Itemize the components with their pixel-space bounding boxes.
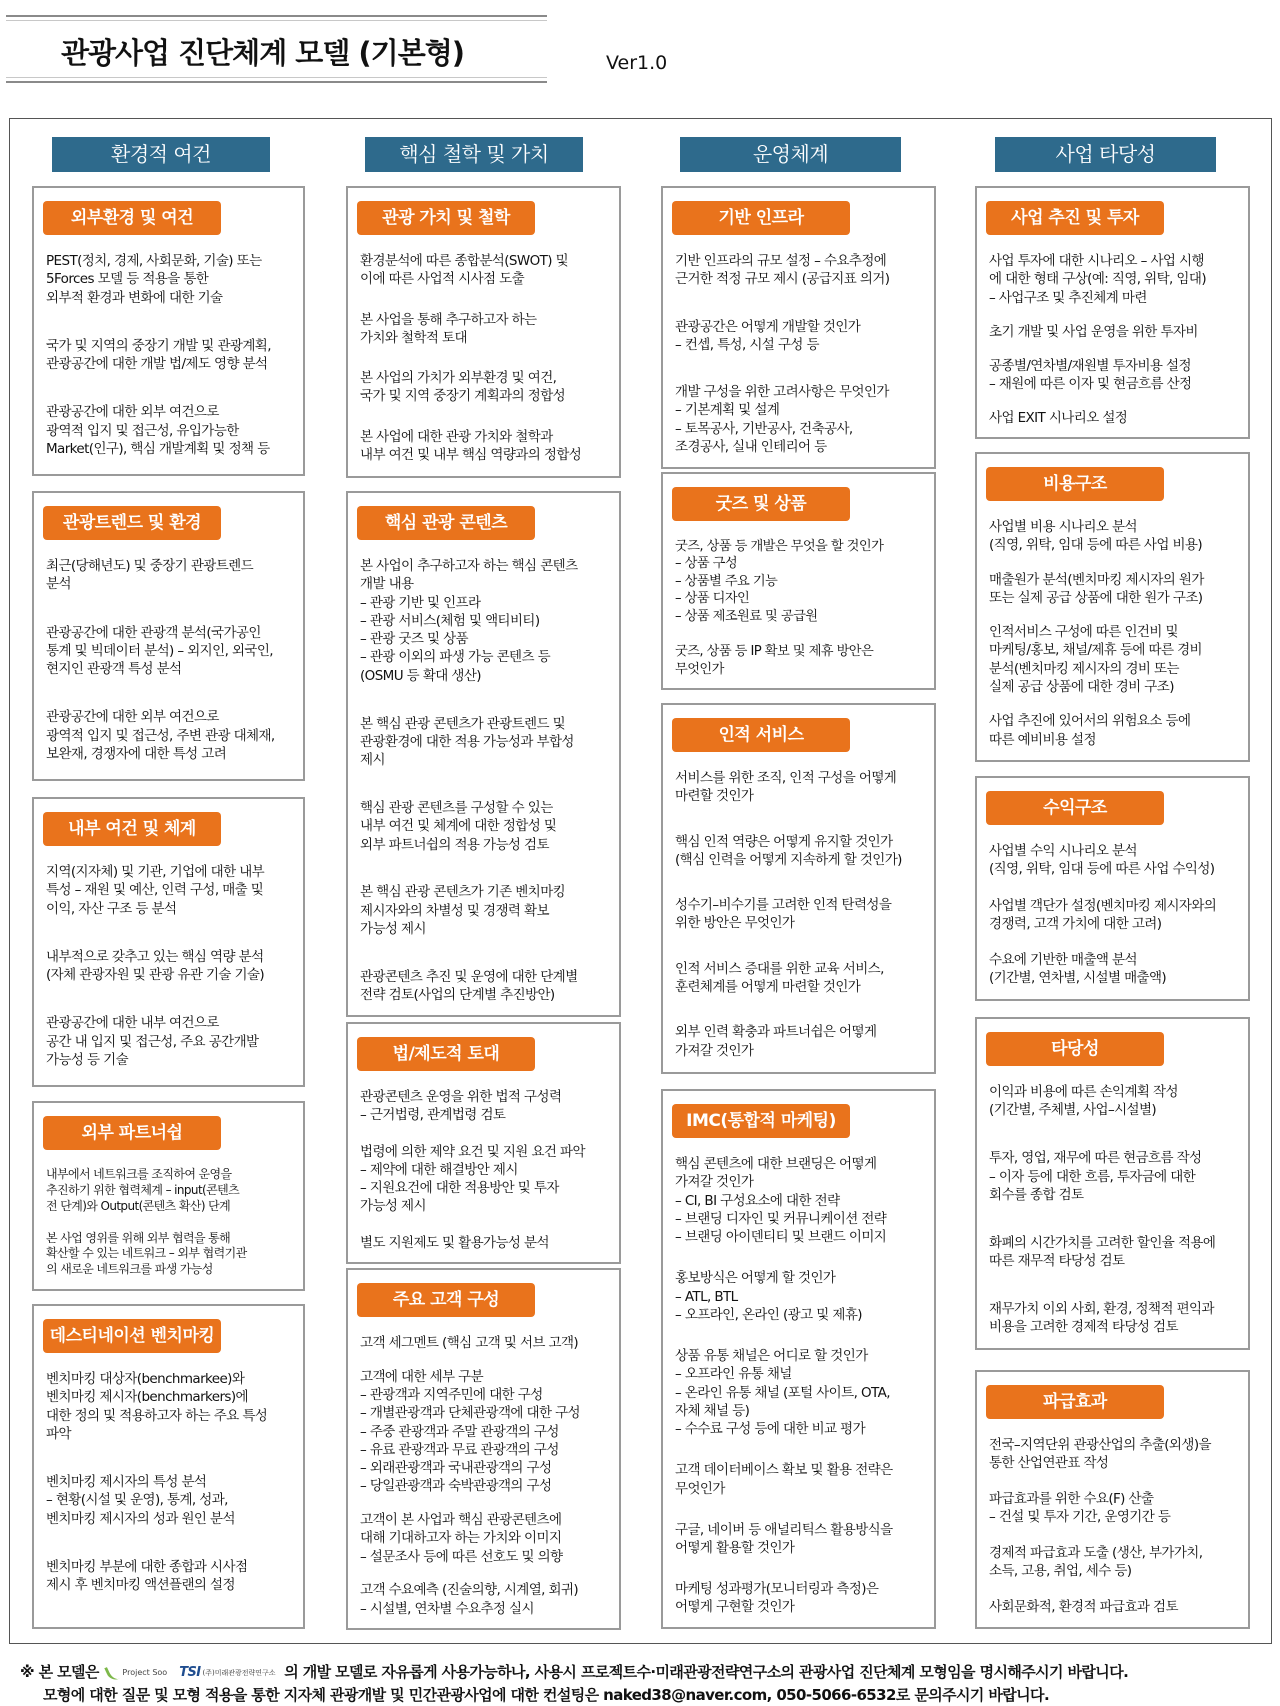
box-paragraph: 고객이 본 사업과 핵심 관광콘텐츠에 대해 기대하고자 하는 가치와 이미지 – 설문조사 등에 따른 선호도 및 의향 — [360, 1512, 563, 1565]
box-goods-products — [661, 472, 936, 690]
box-customer-composition — [346, 1268, 621, 1630]
box-paragraph: 법령에 의한 제약 요건 및 지원 요건 파악 – 제약에 대한 해결방안 제시 – 지원요건에 대한 적용방안 및 투자 가능성 제시 — [360, 1143, 585, 1215]
box-paragraph: 사업 추진에 있어서의 위험요소 등에 따른 예비비용 설정 — [989, 713, 1191, 748]
tsi-logo-text: (주)미래관광전략연구소 — [202, 1668, 276, 1677]
box-paragraph: 별도 지원제도 및 활용가능성 분석 — [360, 1234, 549, 1251]
box-paragraph: 관광콘텐츠 추진 및 운영에 대한 단계별 전략 검토(사업의 단계별 추진방안) — [360, 968, 578, 1004]
box-paragraph: 내부에서 네트워크를 조직하여 운영을 추진하기 위한 협력체계 – input(콘텐츠 전 단계)와 Output(콘텐츠 확산) 단계 — [46, 1167, 240, 1213]
box-external-environment — [32, 186, 305, 476]
box-paragraph: 벤치마킹 대상자(benchmarkee)와 벤치마킹 제시자(benchmarkers)에 대한 정의 및 적용하고자 하는 주요 특성 파악 — [46, 1371, 268, 1442]
box-title: 파급효과 — [986, 1385, 1164, 1419]
box-paragraph: 관광공간에 대한 관광객 분석(국가공인 통계 및 빅데이터 분석) – 외지인, 외국인, 현지인 관광객 특성 분석 — [46, 624, 273, 678]
box-destination-benchmarking — [32, 1304, 305, 1629]
box-body — [989, 1083, 1242, 1337]
box-paragraph: PEST(정치, 경제, 사회문화, 기술) 또는 5Forces 모델 등 적용을 통한 외부적 환경과 변화에 대한 기술 — [46, 253, 262, 306]
page-title: 관광사업 진단체계 모델 (기본형) — [61, 36, 464, 70]
box-paragraph: 본 사업에 대한 관광 가치와 철학과 내부 여건 및 내부 핵심 역량과의 정합성 — [360, 428, 582, 464]
box-paragraph: 공종별/연차별/재원별 투자비용 설정 – 재원에 따른 이자 및 현금흐름 산정 — [989, 357, 1192, 392]
footer-line-2: 모형에 대한 질문 및 모형 적용을 통한 지자체 관광개발 및 민간관광사업에 대한 컨설팅은 naked38@naver.com, 050-5066-6532로 문의주시기 바랍니다. — [43, 1685, 1050, 1704]
box-tourism-trend — [32, 491, 305, 781]
box-paragraph: 수요에 기반한 매출액 분석 (기간별, 연차별, 시설별 매출액) — [989, 952, 1167, 987]
box-title: IMC(통합적 마케팅) — [672, 1104, 850, 1138]
box-title: 핵심 관광 콘텐츠 — [357, 506, 535, 540]
box-paragraph: 매출원가 분석(벤치마킹 제시자의 원가 또는 실제 공급 상품에 대한 원가 구조) — [989, 571, 1204, 606]
box-paragraph: 이익과 비용에 따른 손익계획 작성 (기간별, 주체별, 사업–시설별) — [989, 1084, 1178, 1119]
box-paragraph: 벤치마킹 부분에 대한 종합과 시사점 제시 후 벤치마킹 액션플랜의 설정 — [46, 1559, 248, 1594]
box-paragraph: 본 사업을 통해 추구하고자 하는 가치와 철학적 토대 — [360, 311, 537, 346]
box-paragraph: 인적서비스 구성에 따른 인건비 및 마케팅/홍보, 채널/제휴 등에 따른 경비 분석(벤치마킹 제시자의 경비 또는 실제 공급 상품에 대한 경비 구조) — [989, 624, 1202, 696]
box-feasibility — [975, 1017, 1250, 1350]
box-paragraph: 굿즈, 상품 등 IP 확보 및 제휴 방안은 무엇인가 — [675, 644, 874, 677]
box-paragraph: 인적 서비스 증대를 위한 교육 서비스, 훈련체계를 어떻게 마련할 것인가 — [675, 960, 884, 996]
box-paragraph: 화폐의 시간가치를 고려한 할인율 적용에 따른 재무적 타당성 검토 — [989, 1234, 1216, 1270]
box-paragraph: 경제적 파급효과 도출 (생산, 부가가치, 소득, 고용, 취업, 세수 등) — [989, 1544, 1203, 1580]
box-paragraph: 내부적으로 갖추고 있는 핵심 역량 분석 (자체 관광자원 및 관광 유관 기술 기술) — [46, 948, 265, 984]
box-title: 내부 여건 및 체계 — [43, 812, 221, 846]
box-title: 수익구조 — [986, 791, 1164, 825]
column-header-philosophy: 핵심 철학 및 가치 — [365, 137, 583, 172]
box-paragraph: 고객 데이터베이스 확보 및 활용 전략은 무엇인가 — [675, 1462, 893, 1497]
box-paragraph: 고객에 대한 세부 구분 – 관광객과 지역주민에 대한 구성 – 개별관광객과 단체관광객에 대한 구성 – 주중 관광객과 주말 관광객의 구성 – 유료 관광객과 무료 관광객의 구성 – 외래관광객과 국내관광객의 구성 – 당일관광객과 숙박관광객의 구성 — [360, 1368, 580, 1495]
box-paragraph: 사업별 비용 시나리오 분석 (직영, 위탁, 임대 등에 따른 사업 비용) — [989, 519, 1203, 554]
box-paragraph: 핵심 콘텐츠에 대한 브랜딩은 어떻게 가져갈 것인가 – CI, BI 구성요소에 대한 전략 – 브랜딩 디자인 및 커뮤니케이션 전략 – 브랜딩 아이덴티티 및 브랜드 이미지 — [675, 1156, 887, 1246]
box-tourism-philosophy — [346, 186, 621, 478]
box-paragraph: 상품 유통 채널은 어디로 할 것인가 – 오프라인 유통 채널 – 온라인 유통 채널 (포털 사이트, OTA, 자체 채널 등) – 수수료 구성 등에 대한 비교 평가 — [675, 1347, 890, 1438]
box-title: 인적 서비스 — [672, 718, 850, 752]
box-paragraph: 외부 인력 확충과 파트너쉽은 어떻게 가져갈 것인가 — [675, 1024, 877, 1059]
project-soo-logo-text: Project Soo — [122, 1667, 168, 1677]
tsi-logo-mark: TSI — [179, 1664, 201, 1680]
box-body — [46, 1167, 297, 1278]
box-title: 데스티네이션 벤치마킹 — [43, 1319, 221, 1353]
footer-lead: ※ 본 모델은 — [20, 1663, 99, 1681]
box-paragraph: 환경분석에 따른 종합분석(SWOT) 및 이에 따른 사업적 시사점 도출 — [360, 253, 569, 288]
version-label: Ver1.0 — [606, 52, 668, 74]
box-imc-marketing — [661, 1089, 936, 1629]
box-paragraph: 서비스를 위한 조직, 인적 구성을 어떻게 마련할 것인가 — [675, 770, 897, 805]
box-paragraph: 개발 구성을 위한 고려사항은 무엇인가 – 기본계획 및 설계 – 토목공사, 기반공사, 건축공사, 조경공사, 실내 인테리어 등 — [675, 384, 889, 456]
box-business-investment — [975, 186, 1250, 439]
box-paragraph: 홍보방식은 어떻게 할 것인가 – ATL, BTL – 오프라인, 온라인 (광고 및 제휴) — [675, 1270, 862, 1323]
box-body — [46, 1370, 297, 1595]
box-body — [46, 252, 297, 458]
column-header-feasibility: 사업 타당성 — [995, 137, 1216, 172]
column-header-operation: 운영체계 — [680, 137, 901, 172]
box-body — [675, 1155, 928, 1617]
box-paragraph: 사업 EXIT 시나리오 설정 — [989, 409, 1128, 426]
box-paragraph: 고객 세그멘트 (핵심 고객 및 서브 고객) — [360, 1335, 579, 1351]
box-title: 기반 인프라 — [672, 201, 850, 235]
box-paragraph: 마케팅 성과평가(모니터링과 측정)은 어떻게 구현할 것인가 — [675, 1581, 879, 1616]
box-body — [360, 1334, 613, 1618]
box-paragraph: 최근(당해년도) 및 중장기 관광트렌드 분석 — [46, 558, 254, 593]
box-external-partnership — [32, 1101, 305, 1291]
box-paragraph: 관광공간에 대한 외부 여건으로 광역적 입지 및 접근성, 주변 관광 대체재, 보완재, 경쟁자에 대한 특성 고려 — [46, 709, 275, 763]
box-revenue-structure — [975, 776, 1250, 1001]
box-paragraph: 사회문화적, 환경적 파급효과 검토 — [989, 1598, 1178, 1615]
box-body — [675, 769, 928, 1060]
box-paragraph: 지역(지자체) 및 기관, 기업에 대한 내부 특성 – 재원 및 예산, 인력 구성, 매출 및 이익, 자산 구조 등 분석 — [46, 864, 265, 917]
box-body — [46, 557, 297, 763]
box-paragraph: 관광콘텐츠 운영을 위한 법적 구성력 – 근거법령, 관계법령 검토 — [360, 1089, 562, 1124]
box-title: 외부 파트너쉽 — [43, 1116, 221, 1150]
box-paragraph: 본 핵심 관광 콘텐츠가 관광트렌드 및 관광환경에 대한 적용 가능성과 부합성 제시 — [360, 715, 574, 769]
box-paragraph: 국가 및 지역의 중장기 개발 및 관광계획, 관광공간에 대한 개발 법/제도 영향 분석 — [46, 337, 271, 373]
box-paragraph: 전국–지역단위 관광산업의 추출(외생)을 통한 산업연관표 작성 — [989, 1437, 1211, 1472]
box-body — [989, 1436, 1242, 1616]
box-paragraph: 투자, 영업, 재무에 따른 현금흐름 작성 – 이자 등에 대한 흐름, 투자금에 대한 회수를 종합 검토 — [989, 1150, 1202, 1203]
box-paragraph: 본 사업 영위를 위해 외부 협력을 통해 확산할 수 있는 네트워크 – 외부 협력기관 의 새로운 네트워크를 파생 가능성 — [46, 1230, 247, 1277]
footer-notice — [20, 1661, 1128, 1706]
box-title: 관광 가치 및 철학 — [357, 201, 535, 235]
box-body — [46, 863, 297, 1069]
box-title: 타당성 — [986, 1032, 1164, 1066]
footer-line-1 — [20, 1661, 1128, 1684]
box-paragraph: 기반 인프라의 규모 설정 – 수요추정에 근거한 적정 규모 제시 (공급지표 의거) — [675, 253, 890, 288]
box-paragraph: 사업별 수익 시나리오 분석 (직영, 위탁, 임대 등에 따른 사업 수익성) — [989, 843, 1215, 878]
box-title: 굿즈 및 상품 — [672, 487, 850, 521]
leaf-icon — [105, 1663, 123, 1683]
box-paragraph: 초기 개발 및 사업 운영을 위한 투자비 — [989, 323, 1198, 340]
box-body — [989, 252, 1242, 427]
box-paragraph: 구글, 네이버 등 애널리틱스 활용방식을 어떻게 활용할 것인가 — [675, 1521, 893, 1556]
box-human-service — [661, 703, 936, 1074]
box-paragraph: 사업별 객단가 설정(벤치마킹 제시자와의 경쟁력, 고객 가치에 대한 고려) — [989, 897, 1217, 932]
box-paragraph: 관광공간은 어떻게 개발할 것인가 – 컨셉, 특성, 시설 구성 등 — [675, 318, 861, 353]
box-body — [675, 252, 928, 456]
box-paragraph: 굿즈, 상품 등 개발은 무엇을 할 것인가 – 상품 구성 – 상품별 주요 기능 – 상품 디자인 – 상품 제조원료 및 공급원 — [675, 539, 884, 624]
box-paragraph: 벤치마킹 제시자의 특성 분석 – 현황(시설 및 운영), 통계, 성과, 벤치마킹 제시자의 성과 원인 분석 — [46, 1474, 235, 1527]
box-body — [360, 1088, 613, 1252]
box-ripple-effect — [975, 1370, 1250, 1629]
project-soo-logo — [107, 1662, 275, 1684]
box-paragraph: 관광공간에 대한 외부 여건으로 광역적 입지 및 접근성, 유입가능한 Market(인구), 핵심 개발계획 및 정책 등 — [46, 404, 270, 458]
box-title: 관광트렌드 및 환경 — [43, 506, 221, 540]
box-paragraph: 재무가치 이외 사회, 환경, 정책적 편익과 비용을 고려한 경제적 타당성 검토 — [989, 1301, 1214, 1336]
box-title: 비용구조 — [986, 467, 1164, 501]
box-paragraph: 핵심 관광 콘텐츠를 구성할 수 있는 내부 여건 및 체계에 대한 정합성 및 외부 파트너쉽의 적용 가능성 검토 — [360, 799, 557, 853]
box-body — [989, 518, 1242, 749]
box-body — [989, 842, 1242, 988]
box-paragraph: 본 사업의 가치가 외부환경 및 여건, 국가 및 지역 중장기 계획과의 정합성 — [360, 370, 566, 405]
box-body — [675, 538, 928, 678]
box-internal-conditions — [32, 797, 305, 1087]
box-cost-structure — [975, 452, 1250, 762]
box-paragraph: 파급효과를 위한 수요(F) 산출 – 건설 및 투자 기간, 운영기간 등 — [989, 1490, 1171, 1526]
box-paragraph: 본 사업이 추구하고자 하는 핵심 콘텐츠 개발 내용 – 관광 기반 및 인프라 – 관광 서비스(체험 및 액티비티) – 관광 굿즈 및 상품 – 관광 이외의 파생 가능 콘텐츠 등 (OSMU 등 확대 생산) — [360, 558, 578, 684]
footer-line-1-text: 의 개발 모델로 자유롭게 사용가능하나, 사용시 프로젝트수·미래관광전략연구소의 관광사업 진단체계 모형임을 명시해주시기 바랍니다. — [284, 1663, 1129, 1681]
box-title: 주요 고객 구성 — [357, 1283, 535, 1317]
title-banner — [6, 15, 547, 83]
box-base-infrastructure — [661, 186, 936, 469]
box-paragraph: 관광공간에 대한 내부 여건으로 공간 내 입지 및 접근성, 주요 공간개발 가능성 등 기술 — [46, 1015, 259, 1069]
box-body — [360, 252, 613, 464]
box-paragraph: 본 핵심 관광 콘텐츠가 기존 벤치마킹 제시자와의 차별성 및 경쟁력 확보 가능성 제시 — [360, 884, 566, 937]
box-paragraph: 사업 투자에 대한 시나리오 – 사업 시행 에 대한 형태 구상(예: 직영, 위탁, 임대) – 사업구조 및 추진체계 마련 — [989, 253, 1206, 306]
box-paragraph: 핵심 인적 역량은 어떻게 유지할 것인가 (핵심 인력을 어떻게 지속하게 할 것인가) — [675, 833, 902, 868]
box-paragraph: 고객 수요예측 (진술의향, 시계열, 회귀) – 시설별, 연차별 수요추정 실시 — [360, 1582, 579, 1617]
box-title: 법/제도적 토대 — [357, 1037, 535, 1071]
box-legal-foundation — [346, 1022, 621, 1264]
box-paragraph: 성수기–비수기를 고려한 인적 탄력성을 위한 방안은 무엇인가 — [675, 897, 892, 932]
box-title: 사업 추진 및 투자 — [986, 201, 1164, 235]
column-header-environment: 환경적 여건 — [52, 137, 270, 172]
box-body — [360, 557, 613, 1004]
box-core-contents — [346, 491, 621, 1017]
box-title: 외부환경 및 여건 — [43, 201, 221, 235]
